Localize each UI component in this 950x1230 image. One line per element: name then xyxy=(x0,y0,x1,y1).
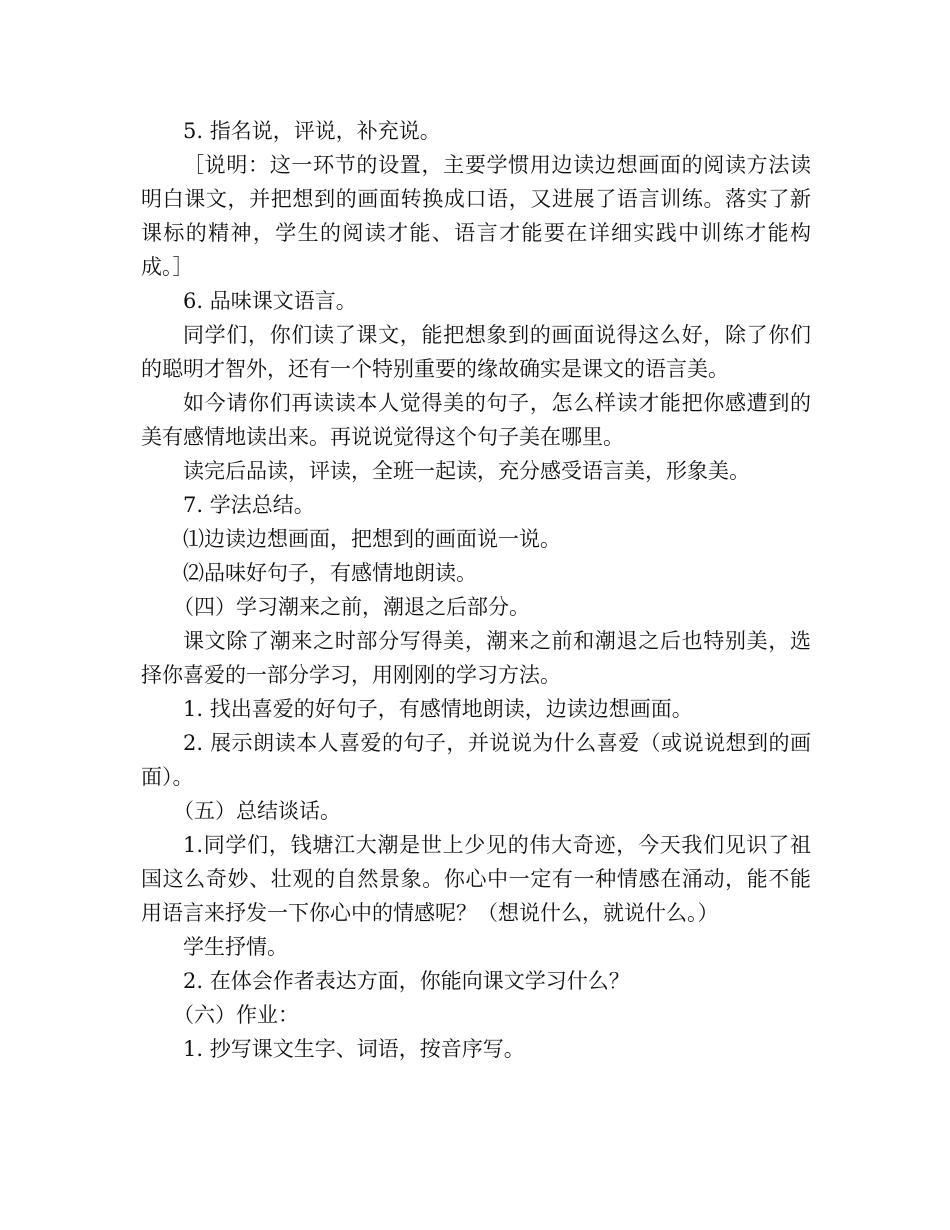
list-item: 1. 抄写课文生字、词语，按音序写。 xyxy=(183,1037,525,1061)
list-item: 1.同学们，钱塘江大潮是世上少见的伟大奇迹，今天我们见识了祖国这么奇妙、壮观的自然景象。你心中一定有一种情感在涌动，能不能用语言来抒发一下你心中的情感呢？（想说什么，就说什么。） xyxy=(141,833,811,925)
body-paragraph: 读完后品读，评读，全班一起读，充分感受语言美，形象美。 xyxy=(183,459,750,483)
section-heading: （四）学习潮来之前，潮退之后部分。 xyxy=(173,595,530,619)
step-7-paragraph: 7. 学法总结。 xyxy=(183,493,315,517)
body-paragraph: 如今请你们再读读本人觉得美的句子，怎么样读才能把你感遭到的美有感情地读出来。再说说觉得这个句子美在哪里。 xyxy=(141,391,811,449)
list-item: 2. 在体会作者表达方面，你能向课文学习什么？ xyxy=(183,969,630,993)
body-paragraph: 同学们，你们读了课文，能把想象到的画面说得这么好，除了你们的聪明才智外，还有一个特别重要的缘故确实是课文的语言美。 xyxy=(141,323,811,381)
step-5-paragraph: 5. 指名说，评说，补充说。 xyxy=(183,119,441,143)
document-page xyxy=(141,114,811,1066)
list-item: ⑵品味好句子，有感情地朗读。 xyxy=(183,561,477,585)
body-paragraph: 课文除了潮来之时部分写得美，潮来之前和潮退之后也特别美，选择你喜爱的一部分学习，用刚刚的学习方法。 xyxy=(141,629,811,687)
explanation-paragraph: ［说明：这一环节的设置，主要学惯用边读边想画面的阅读方法读明白课文，并把想到的画面转换成口语，又进展了语言训练。落实了新课标的精神，学生的阅读才能、语言才能要在详细实践中训练才能构成。］ xyxy=(141,153,811,279)
step-6-paragraph: 6. 品味课文语言。 xyxy=(183,289,357,313)
list-item: 1. 找出喜爱的好句子，有感情地朗读，边读边想画面。 xyxy=(183,697,693,721)
section-heading: （六）作业： xyxy=(173,1003,299,1027)
section-heading: （五）总结谈话。 xyxy=(173,799,341,823)
list-item: 2. 展示朗读本人喜爱的句子，并说说为什么喜爱（或说说想到的画面）。 xyxy=(141,731,811,789)
body-paragraph: 学生抒情。 xyxy=(183,935,288,959)
list-item: ⑴边读边想画面，把想到的画面说一说。 xyxy=(183,527,561,551)
